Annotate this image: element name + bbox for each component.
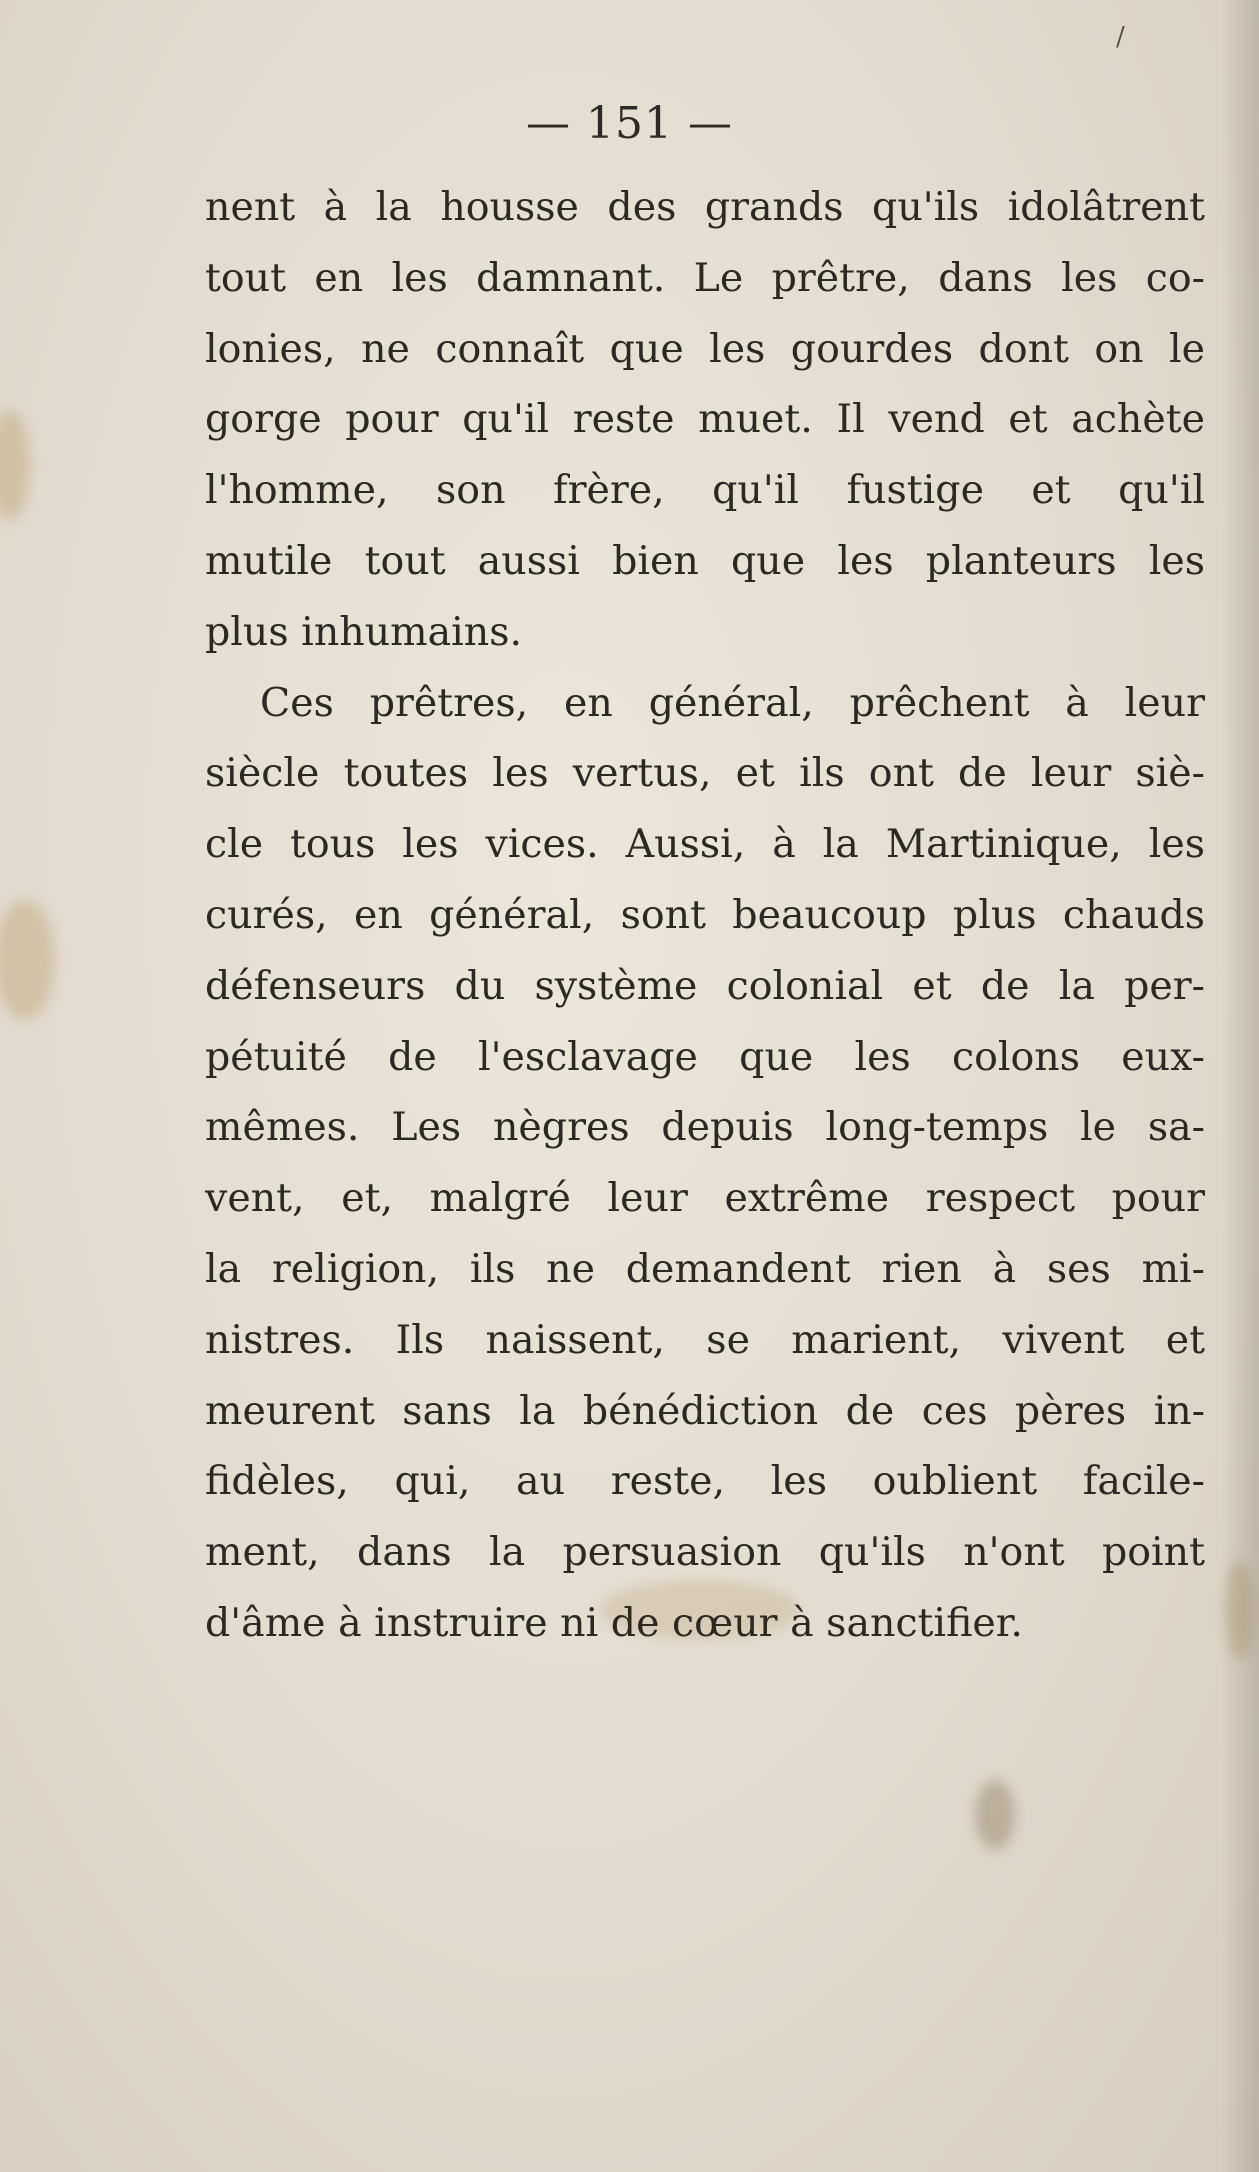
paper-stain-right: [1225, 1560, 1255, 1660]
text-line: d'âme à instruire ni de cœur à sanctifier.: [205, 1599, 1023, 1646]
text-line: l'homme, son frère, qu'il fustige et qu'il: [205, 467, 1205, 514]
text-line: curés, en général, sont beaucoup plus chauds: [205, 891, 1205, 938]
corner-mark: /: [1116, 22, 1125, 52]
text-line: défenseurs du système colonial et de la per-: [205, 962, 1205, 1009]
text-line: mêmes. Les nègres depuis long-temps le sa-: [205, 1104, 1205, 1151]
body-text: [205, 172, 1205, 1659]
text-line: cle tous les vices. Aussi, à la Martinique, les: [205, 821, 1205, 868]
text-line: lonies, ne connaît que les gourdes dont on le: [205, 325, 1205, 372]
text-line: siècle toutes les vertus, et ils ont de leur siè-: [205, 750, 1205, 797]
text-line: plus inhumains.: [205, 608, 523, 655]
text-line: tout en les damnant. Le prêtre, dans les co-: [205, 254, 1205, 301]
text-line: gorge pour qu'il reste muet. Il vend et achète: [205, 396, 1205, 443]
text-line: nistres. Ils naissent, se marient, vivent et: [205, 1316, 1205, 1363]
text-line: pétuité de l'esclavage que les colons eux-: [205, 1033, 1205, 1080]
text-line: nent à la housse des grands qu'ils idolâtrent: [205, 184, 1205, 230]
text-line: meurent sans la bénédiction de ces pères in-: [205, 1387, 1205, 1434]
page-number: — 151 —: [526, 98, 733, 149]
page-edge-shadow: [1221, 0, 1259, 2172]
paper-stain-left: [0, 410, 30, 520]
text-line: mutile tout aussi bien que les planteurs les: [205, 537, 1205, 584]
text-line: fidèles, qui, au reste, les oublient facile-: [205, 1458, 1205, 1505]
paper-stain-left-lower: [0, 900, 55, 1020]
paragraph-2: [205, 668, 1205, 1659]
text-line: la religion, ils ne demandent rien à ses mi-: [205, 1245, 1205, 1292]
paper-stain-small: [975, 1780, 1015, 1850]
paragraph-1: [205, 172, 1205, 668]
text-line: vent, et, malgré leur extrême respect pour: [205, 1175, 1205, 1222]
text-line: ment, dans la persuasion qu'ils n'ont point: [205, 1529, 1205, 1576]
text-line: Ces prêtres, en général, prêchent à leur: [260, 679, 1205, 726]
